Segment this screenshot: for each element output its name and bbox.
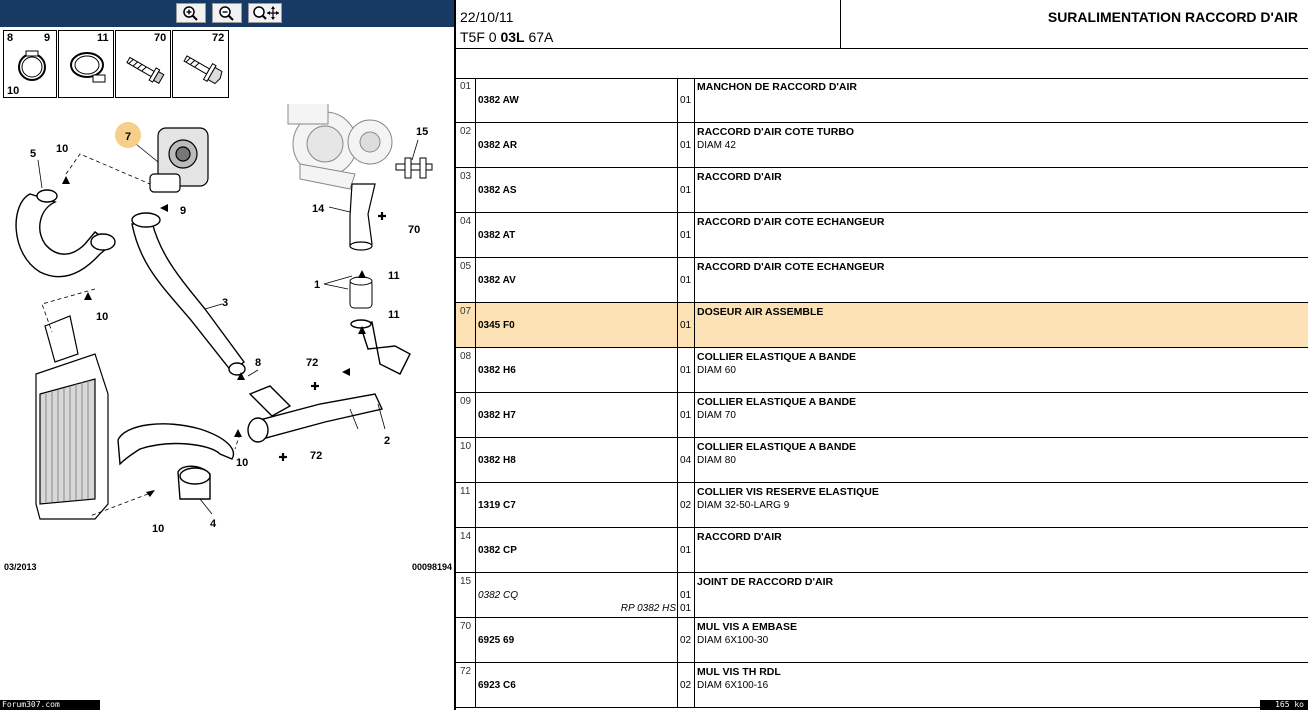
zoom-in-icon [180,5,202,21]
part-reference: 0345 F0 [478,320,515,331]
column-divider [475,303,476,347]
screw-clamp-icon [65,43,109,98]
header-date: 22/10/11 [460,9,514,25]
column-divider [677,663,678,707]
hose-5 [16,190,115,277]
column-divider [694,168,695,212]
part-quantity: 02 [680,500,692,511]
site-label: Forum307.com [0,700,100,710]
part-reference: 0382 AR [478,140,518,151]
table-row[interactable] [456,393,1308,438]
callout[interactable]: 15 [416,126,429,138]
part-name: MUL VIS TH RDL [697,666,781,678]
column-divider [475,438,476,482]
row-index: 07 [460,306,472,317]
part-quantity-2: 01 [680,603,692,614]
column-divider [475,483,476,527]
parts-table [456,78,1308,708]
part-quantity: 02 [680,680,692,691]
part-description: DIAM 32-50-LARG 9 [697,500,790,511]
part-quantity: 02 [680,635,692,646]
row-index: 72 [460,666,472,677]
zoom-out-icon [216,5,238,21]
part-reference: 0382 AT [478,230,516,241]
part-name: DOSEUR AIR ASSEMBLE [697,306,824,318]
part-description: DIAM 80 [697,455,736,466]
legend-clamp-screw[interactable] [58,30,114,98]
diagram-panel [0,0,454,710]
row-index: 04 [460,216,472,227]
joint-15 [396,158,432,178]
part-reference: 6923 C6 [478,680,516,691]
pan-zoom-icon [251,5,279,21]
part-reference: 0382 AS [478,185,517,196]
exploded-parts-diagram [0,104,454,574]
header-spacer [456,48,1308,79]
callout[interactable]: 70 [408,224,421,236]
air-pipe-2 [248,320,410,442]
part-name: COLLIER VIS RESERVE ELASTIQUE [697,486,879,498]
column-divider [677,213,678,257]
row-index: 70 [460,621,472,632]
column-divider [475,168,476,212]
column-divider [694,123,695,167]
part-name: RACCORD D'AIR COTE ECHANGEUR [697,261,885,273]
callout-7[interactable]: 7 [125,131,132,143]
replacement-reference: RP 0382 HS [620,603,676,614]
row-index: 09 [460,396,472,407]
hex-screw-icon [177,45,227,96]
pan-zoom-button[interactable] [248,3,282,23]
part-reference: 0382 AV [478,275,516,286]
legend-flange-screw[interactable] [115,30,171,98]
column-divider [694,303,695,347]
part-reference: 0382 CQ [478,590,519,601]
part-reference: 0382 CP [478,545,517,556]
callout[interactable]: 8 [255,357,262,369]
column-divider [677,348,678,392]
row-index: 15 [460,576,472,587]
row-index: 01 [460,81,472,92]
part-reference: 0382 AW [478,95,519,106]
file-size: 165 ko [1260,700,1308,710]
legend-num: 9 [44,32,51,44]
diagram-id: 00098194 [411,562,452,572]
part-name: JOINT DE RACCORD D'AIR [697,576,834,588]
part-name: MUL VIS A EMBASE [697,621,797,633]
callout[interactable]: 10 [56,143,69,155]
part-quantity: 04 [680,455,692,466]
callout[interactable]: 3 [222,297,229,309]
column-divider [475,258,476,302]
column-divider [694,618,695,662]
page-title: SURALIMENTATION RACCORD D'AIR [1047,9,1298,25]
callout[interactable]: 10 [96,311,109,323]
part-name: RACCORD D'AIR [697,531,782,543]
column-divider [677,123,678,167]
header-code [460,29,553,45]
column-divider [475,528,476,572]
part-name: RACCORD D'AIR COTE TURBO [697,126,855,138]
column-divider [677,618,678,662]
callout[interactable]: 10 [152,523,165,535]
sleeve-1 [350,277,372,308]
part-name: COLLIER ELASTIQUE A BANDE [697,351,857,363]
part-quantity: 01 [680,140,692,151]
column-divider [694,528,695,572]
diagram-date: 03/2013 [4,562,37,572]
part-description: DIAM 6X100-16 [697,680,769,691]
column-divider [475,618,476,662]
column-divider [694,483,695,527]
column-divider [677,258,678,302]
callout[interactable]: 11 [388,270,400,282]
legend-num: 8 [7,32,14,44]
column-divider [677,528,678,572]
column-divider [475,348,476,392]
table-row[interactable] [456,78,1308,123]
band-clamp-icon [12,45,52,90]
code-bold: 03L [500,29,525,45]
column-divider [475,78,476,122]
row-index: 11 [460,486,471,497]
part-name: MANCHON DE RACCORD D'AIR [697,81,857,93]
table-row[interactable] [456,258,1308,303]
part-reference: 0382 H8 [478,455,516,466]
part-quantity: 01 [680,230,692,241]
table-row[interactable] [456,438,1308,483]
air-duct-14 [350,184,375,250]
column-divider [694,78,695,122]
part-description: DIAM 42 [697,140,736,151]
callout[interactable]: 14 [312,203,325,215]
table-row[interactable] [456,573,1308,618]
part-reference: 0382 H7 [478,410,516,421]
column-divider [475,573,476,617]
table-row[interactable] [456,663,1308,708]
table-row[interactable] [456,123,1308,168]
part-quantity: 01 [680,320,692,331]
part-description: DIAM 70 [697,410,736,421]
part-name: RACCORD D'AIR [697,171,782,183]
part-quantity: 01 [680,185,692,196]
callout[interactable]: 5 [30,148,37,160]
column-divider [677,168,678,212]
table-row[interactable] [456,348,1308,393]
turbocharger-illustration [288,104,398,189]
table-row[interactable] [456,168,1308,213]
column-divider [677,483,678,527]
row-index: 02 [460,126,472,137]
flange-screw-icon [120,47,168,96]
part-description: DIAM 60 [697,365,736,376]
zoom-in-button[interactable] [176,3,206,23]
table-row[interactable] [456,618,1308,663]
row-index: 10 [460,441,472,452]
column-divider [694,393,695,437]
legend-num: 70 [154,32,167,44]
row-index: 03 [460,171,472,182]
throttle-body-7 [150,128,208,192]
intercooler-illustration [36,316,108,519]
part-reference: 1319 C7 [478,500,516,511]
row-index: 08 [460,351,472,362]
column-divider [475,213,476,257]
callout[interactable]: 2 [384,435,391,447]
part-name: COLLIER ELASTIQUE A BANDE [697,441,857,453]
column-divider [677,573,678,617]
list-header [456,0,1308,49]
part-quantity: 01 [680,545,692,556]
parts-list-panel [454,0,1308,710]
column-divider [694,438,695,482]
callout[interactable]: 11 [388,309,400,321]
zoom-out-button[interactable] [212,3,242,23]
table-row[interactable] [456,483,1308,528]
column-divider [677,393,678,437]
toolbar [0,0,454,27]
legend-num: 10 [7,85,20,97]
callout[interactable]: 1 [314,279,321,291]
legend-clamp-band[interactable] [3,30,57,98]
callout[interactable]: 72 [306,357,319,369]
column-divider [475,123,476,167]
hose-4 [118,424,233,499]
column-divider [475,663,476,707]
row-index: 14 [460,531,472,542]
part-quantity: 01 [680,365,692,376]
part-quantity: 01 [680,590,692,601]
legend-num: 11 [97,32,109,44]
part-name: RACCORD D'AIR COTE ECHANGEUR [697,216,885,228]
column-divider [475,393,476,437]
parts-legend [3,30,229,100]
column-divider [677,303,678,347]
code-suffix: 67A [524,29,554,45]
column-divider [694,348,695,392]
hose-3 [132,213,245,375]
column-divider [694,573,695,617]
column-divider [694,213,695,257]
table-row[interactable] [456,303,1308,348]
legend-num: 72 [212,32,225,44]
part-name: COLLIER ELASTIQUE A BANDE [697,396,857,408]
callout[interactable]: 72 [310,450,323,462]
part-description: DIAM 6X100-30 [697,635,769,646]
header-divider [840,0,841,48]
part-quantity: 01 [680,95,692,106]
column-divider [694,663,695,707]
row-index: 05 [460,261,472,272]
table-row[interactable] [456,528,1308,573]
part-quantity: 01 [680,275,692,286]
legend-hex-screw[interactable] [172,30,229,98]
part-reference: 0382 H6 [478,365,516,376]
column-divider [677,78,678,122]
part-quantity: 01 [680,410,692,421]
column-divider [694,258,695,302]
code-prefix: T5F 0 [460,29,501,45]
callout[interactable]: 9 [180,205,187,217]
table-row[interactable] [456,213,1308,258]
column-divider [677,438,678,482]
callout[interactable]: 10 [236,457,249,469]
part-reference: 6925 69 [478,635,515,646]
callout[interactable]: 4 [210,518,217,530]
